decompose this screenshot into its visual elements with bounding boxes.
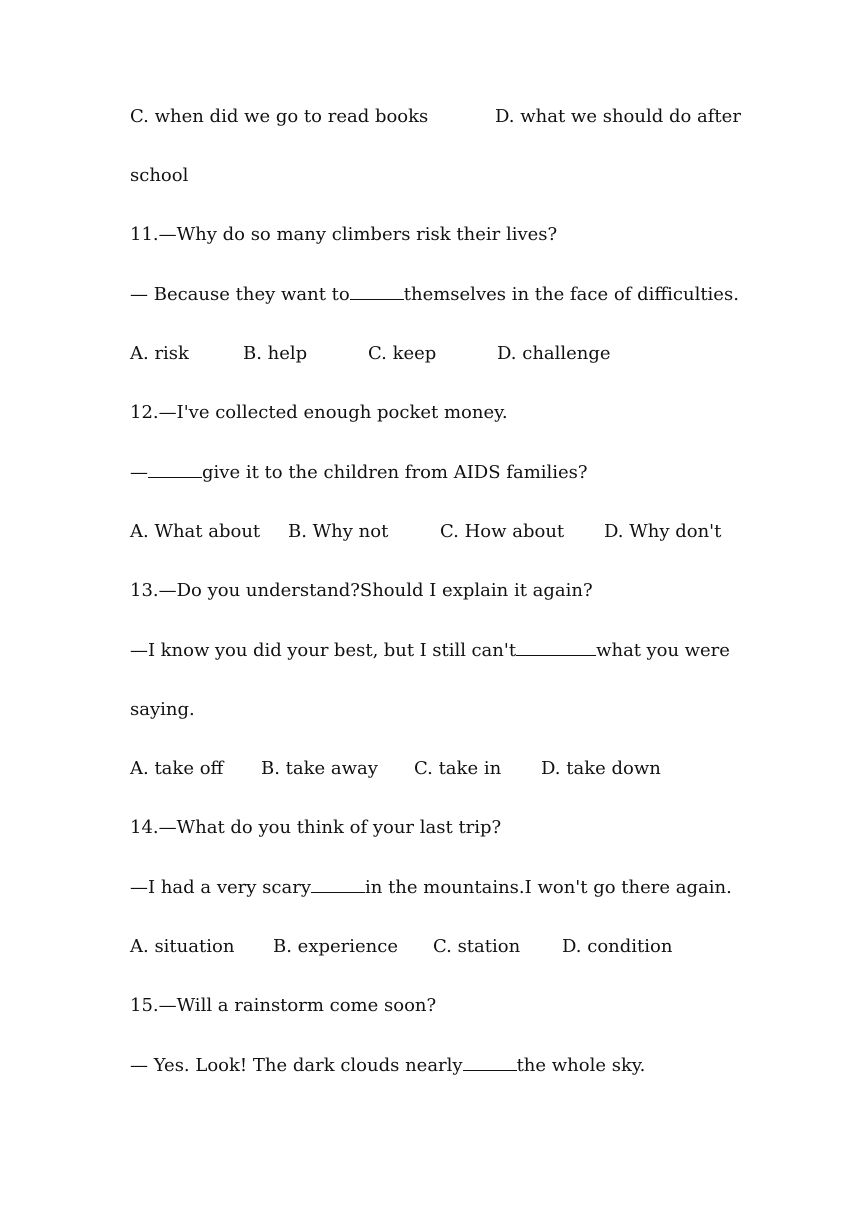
q13-answer-blank <box>516 640 596 656</box>
q12-option-a: A. What about <box>130 521 261 542</box>
q12-option-c: C. How about <box>440 521 565 542</box>
q13-word: your <box>287 640 329 661</box>
q12-response <box>130 461 588 485</box>
q14-option-a: A. situation <box>130 936 235 957</box>
q13-option-d: D. take down <box>541 758 661 779</box>
q15-response-pre: — Yes. Look! The dark clouds nearly <box>130 1055 463 1076</box>
q14-response <box>130 876 732 900</box>
q13-word: can't <box>471 640 517 661</box>
q14-response-post: in the mountains.I won't go there again. <box>365 877 732 898</box>
q13-blank-group <box>471 639 641 663</box>
q11-option-c: C. keep <box>368 343 437 364</box>
q13-response-continuation: saying. <box>130 699 195 720</box>
q15-answer-blank <box>463 1055 517 1071</box>
q13-word: you <box>646 640 680 661</box>
q11-response <box>130 283 739 307</box>
q13-word: what <box>596 640 642 661</box>
q11-answer-blank <box>350 284 404 300</box>
q10-option-c: C. when did we go to read books <box>130 106 429 127</box>
q13-word: you <box>214 640 248 661</box>
q14-answer-blank <box>311 877 365 893</box>
q11-response-pre: — Because they want to <box>130 284 350 305</box>
q15-question: 15.—Will a rainstorm come soon? <box>130 995 437 1016</box>
q14-option-d: D. condition <box>562 936 673 957</box>
q11-option-a: A. risk <box>130 343 189 364</box>
q13-word: —I <box>130 640 156 661</box>
q13-word: best, <box>333 640 379 661</box>
q15-response-post: the whole sky. <box>516 1055 646 1076</box>
q14-question: 14.—What do you think of your last trip? <box>130 817 502 838</box>
q14-option-b: B. experience <box>273 936 398 957</box>
q13-question: 13.—Do you understand?Should I explain it again? <box>130 580 593 601</box>
q11-option-d: D. challenge <box>497 343 611 364</box>
q13-option-a: A. take off <box>130 758 224 779</box>
q12-question: 12.—I've collected enough pocket money. <box>130 402 508 423</box>
q13-word: know <box>160 640 210 661</box>
q13-option-b: B. take away <box>261 758 378 779</box>
q12-response-pre: — <box>130 462 148 483</box>
q13-option-c: C. take in <box>414 758 502 779</box>
q10-option-d: D. what we should do after <box>495 106 741 127</box>
q14-response-pre: —I had a very scary <box>130 877 311 898</box>
q12-option-b: B. Why not <box>288 521 389 542</box>
q11-response-post: themselves in the face of difficulties. <box>403 284 739 305</box>
q11-question: 11.—Why do so many climbers risk their lives? <box>130 224 558 245</box>
q11-option-b: B. help <box>243 343 308 364</box>
q13-word: still <box>432 640 466 661</box>
q10-option-d-continuation: school <box>130 165 189 186</box>
q12-response-post: give it to the children from AIDS families? <box>202 462 588 483</box>
q13-response <box>130 639 730 663</box>
q13-word: did <box>252 640 282 661</box>
q14-option-c: C. station <box>433 936 521 957</box>
q12-option-d: D. Why don't <box>604 521 722 542</box>
q12-answer-blank <box>148 462 202 478</box>
q13-word: were <box>684 640 730 661</box>
q13-word: I <box>419 640 427 661</box>
q15-response <box>130 1054 645 1078</box>
q13-word: but <box>383 640 415 661</box>
